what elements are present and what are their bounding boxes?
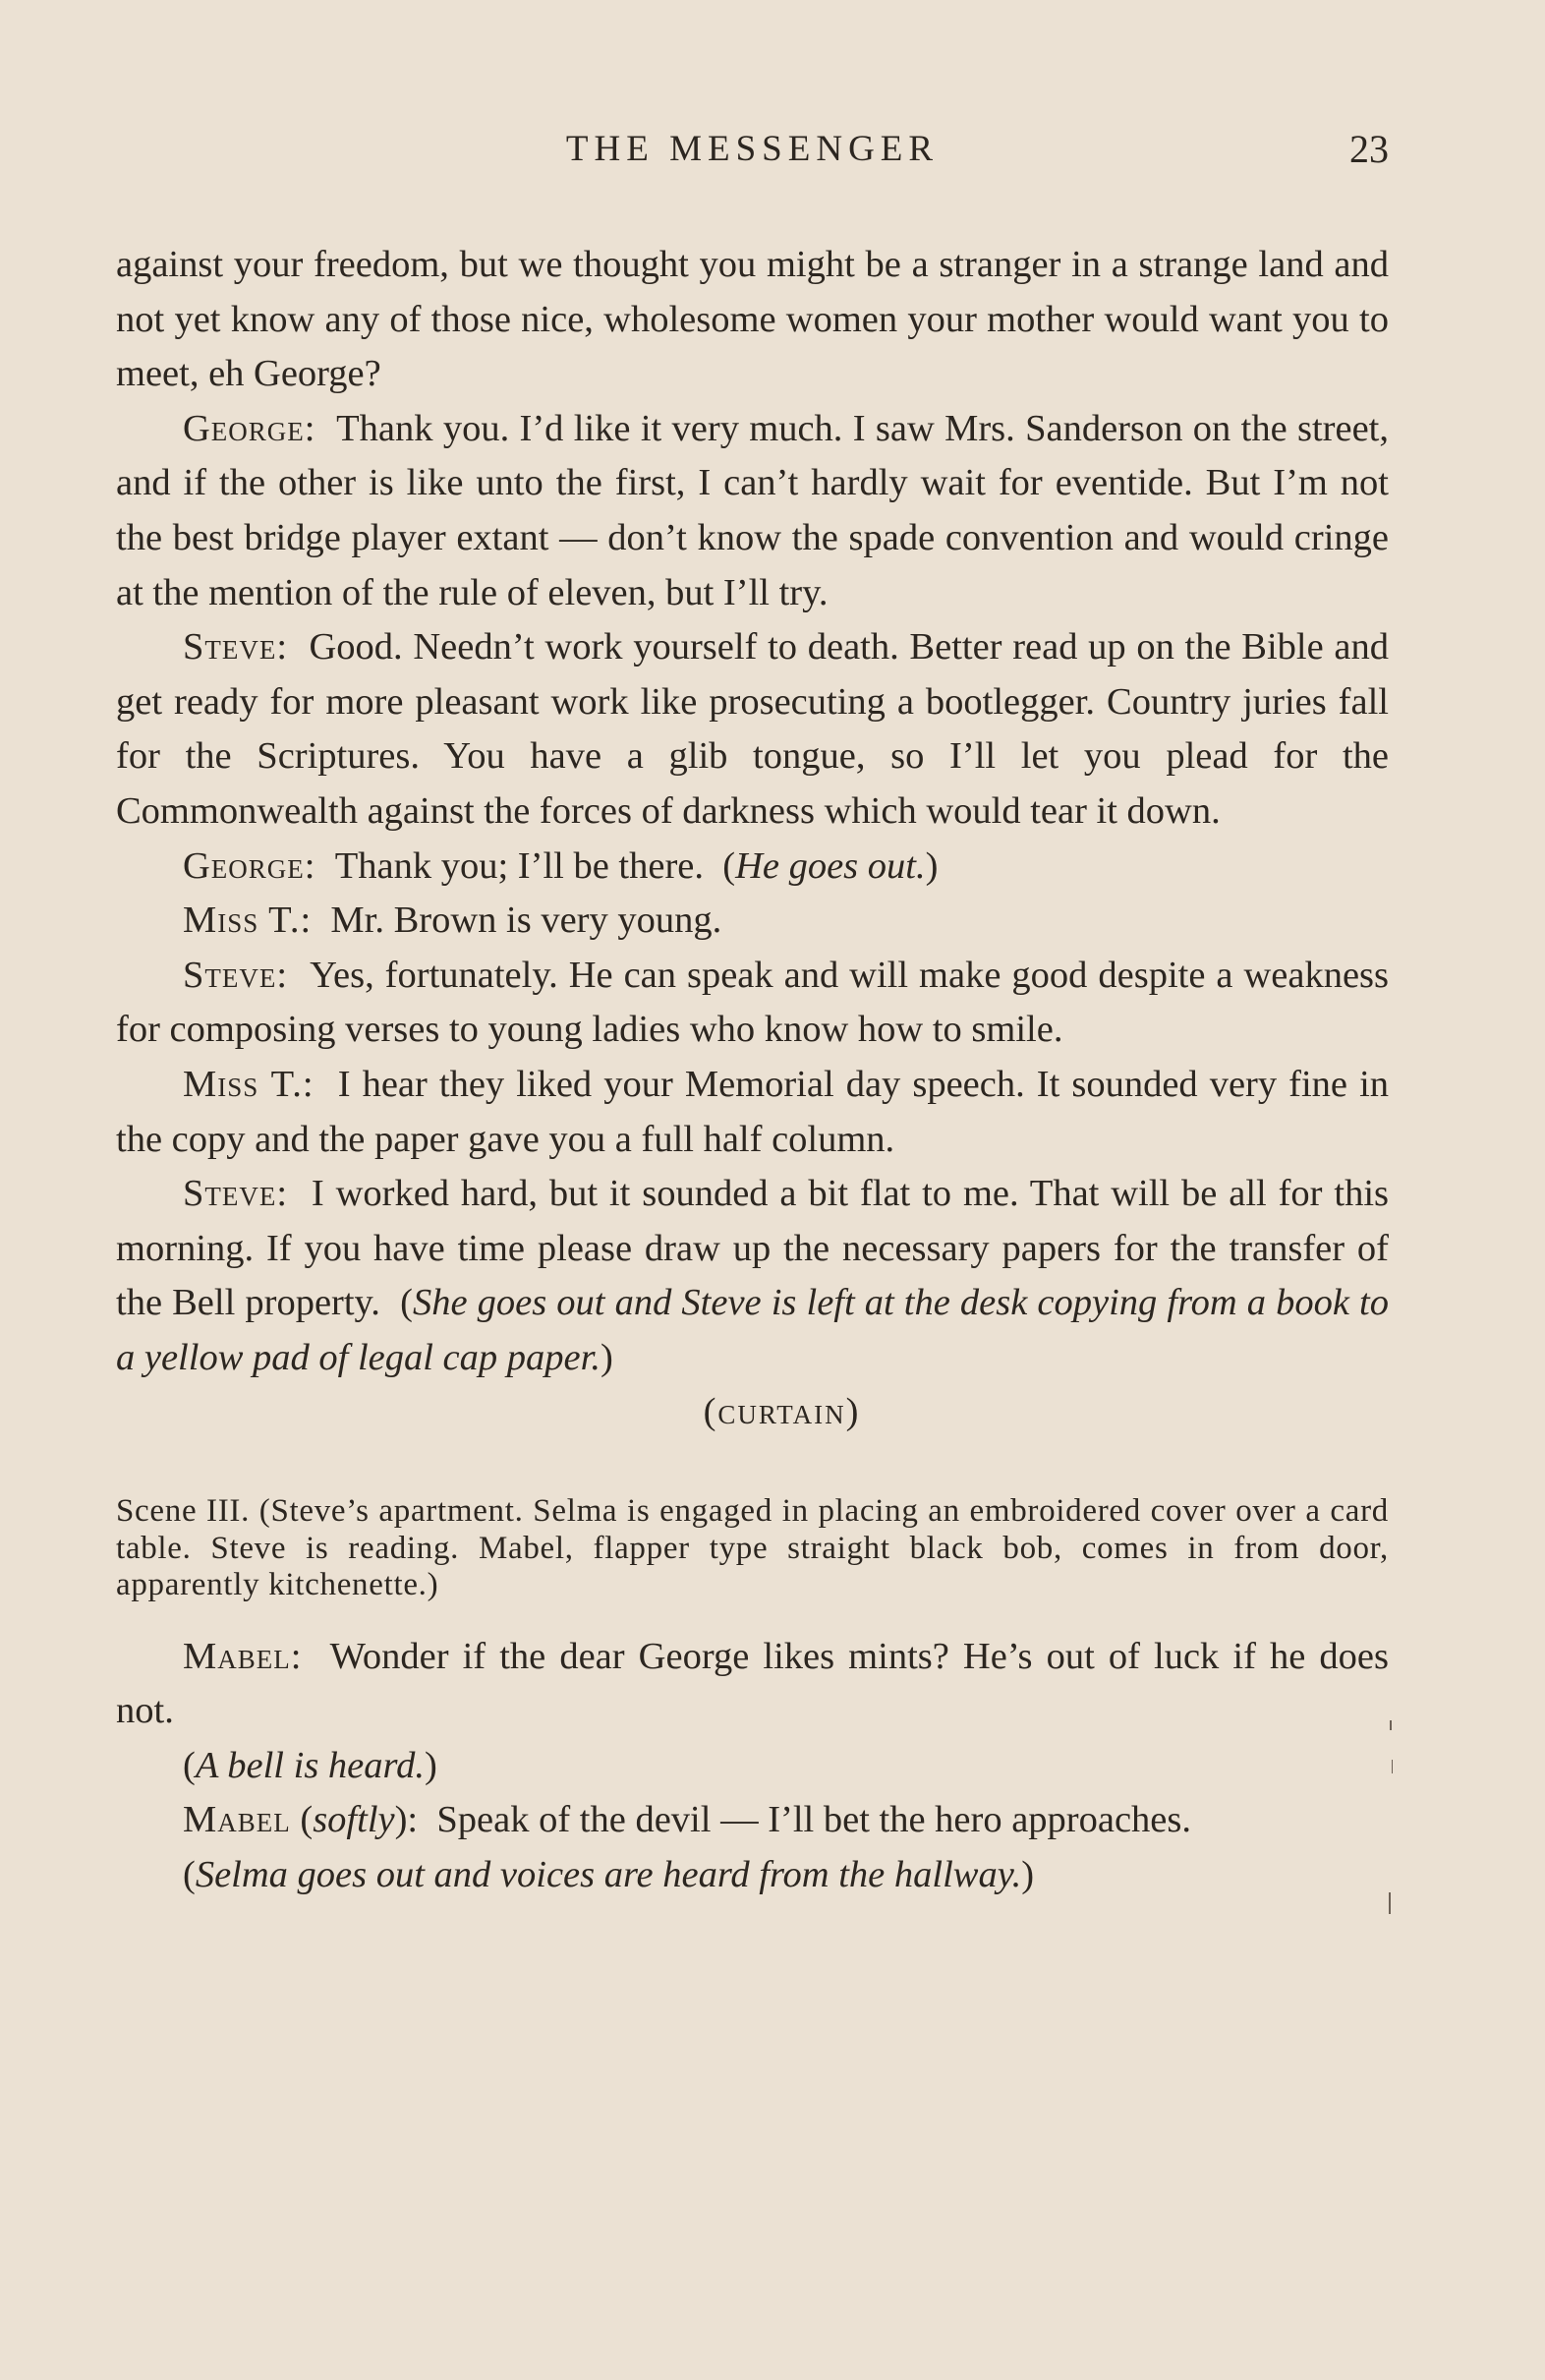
dialogue-paragraph — [116, 949, 1389, 1058]
curtain-line: (curtain) — [703, 1391, 861, 1433]
speaker-name: Steve: — [183, 626, 289, 668]
margin-mark — [1389, 1892, 1391, 1914]
continuation-text: against your freedom, but we thought you might be a stranger in a strange land and not yet know any of those nice, wholesome women your mother would want you to meet, eh George? — [116, 244, 1389, 395]
speaker-name: Miss T.: — [183, 900, 313, 942]
dialogue-paragraph — [116, 1630, 1389, 1739]
dialogue-paragraph — [116, 894, 1389, 949]
stage-direction: He goes out. — [735, 844, 926, 887]
dialogue-text: Wonder if the dear George likes mints? He’s out of luck if he does not. — [116, 1635, 1390, 1732]
scene-heading: Scene III. (Steve’s apartment. Selma is engaged in placing an embroidered cover over a card table. Steve is reading. Mabel, flapper type straight black bob, comes in from door, apparently kitchenette.) — [116, 1493, 1389, 1603]
stage-direction-paragraph: (Selma goes out and voices are heard from the hallway.) — [183, 1853, 1035, 1895]
dialogue-text: Mr. Brown is very young. — [330, 900, 722, 942]
dialogue-text: I worked hard, but it sounded a bit flat to me. That will be all for this morning. If you have time please draw up the necessary papers for the transfer of the Bell property. — [116, 1173, 1390, 1324]
running-title: THE MESSENGER — [565, 129, 940, 169]
dialogue-paragraph — [116, 1058, 1389, 1167]
speaker-name: Mabel — [183, 1799, 291, 1841]
dialogue-paragraph: Steve: I worked hard, but it sounded a bit flat to me. That will be all for this morning. If you have time please draw up the necessary papers for the transfer of the Bell property. (She goes out and Steve is left at the desk copying from a book to a yellow pad of legal cap paper.) — [116, 1173, 1390, 1378]
speaker-name: George: — [183, 407, 316, 449]
dialogue-paragraph — [116, 402, 1389, 620]
dialogue-text: Good. Needn’t work yourself to death. Better read up on the Bible and get ready for more pleasant work like prosecuting a bootlegger. Country juries fall for the Scriptures. You have a glib tongue, so I’ll let you plead for the Commonwealth against the forces of darkness which would tear it down. — [116, 626, 1389, 832]
continuation-paragraph — [116, 238, 1389, 402]
dialogue-text: Thank you. I’d like it very much. I saw Mrs. Sanderson on the street, and if the other is like unto the first, I can’t hardly wait for eventide. But I’m not the best bridge player extant — don’t know the spade convention and would cringe at the mention of the rule of eleven, but I’ll try. — [116, 407, 1389, 613]
dialogue-paragraph — [116, 620, 1389, 839]
speaker-name: Steve: — [183, 954, 289, 996]
dialogue-paragraph: George: Thank you; I’ll be there. (He goes out.) — [183, 844, 939, 887]
margin-mark — [1390, 1720, 1392, 1730]
speaker-direction: softly — [313, 1799, 395, 1841]
dialogue-text: Speak of the devil — I’ll bet the hero approaches. — [436, 1799, 1191, 1841]
speaker-name: George: — [183, 844, 316, 887]
dialogue-text: Yes, fortunately. He can speak and will make good despite a weakness for composing verses to young ladies who know how to smile. — [116, 954, 1390, 1051]
stage-direction: She goes out and Steve is left at the desk copying from a book to a yellow pad of legal cap paper. — [116, 1282, 1390, 1378]
stage-direction: Selma goes out and voices are heard from the hallway. — [195, 1853, 1022, 1895]
stage-direction-paragraph: (A bell is heard.) — [183, 1744, 437, 1786]
dialogue-text: I hear they liked your Memorial day speech. It sounded very fine in the copy and the paper gave you a full half column. — [116, 1063, 1390, 1160]
page-number: 23 — [1349, 127, 1389, 171]
speaker-name: Miss T.: — [183, 1063, 315, 1105]
running-head — [116, 122, 1389, 177]
margin-mark — [1392, 1760, 1393, 1773]
speaker-name: Mabel: — [183, 1635, 303, 1677]
dialogue-paragraph: Mabel (softly): Speak of the devil — I’ll bet the hero approaches. — [183, 1799, 1191, 1841]
stage-direction: A bell is heard. — [195, 1744, 425, 1786]
dialogue-text: Thank you; I’ll be there. — [334, 844, 704, 887]
page-body — [116, 238, 1389, 1903]
speaker-name: Steve: — [183, 1173, 289, 1215]
